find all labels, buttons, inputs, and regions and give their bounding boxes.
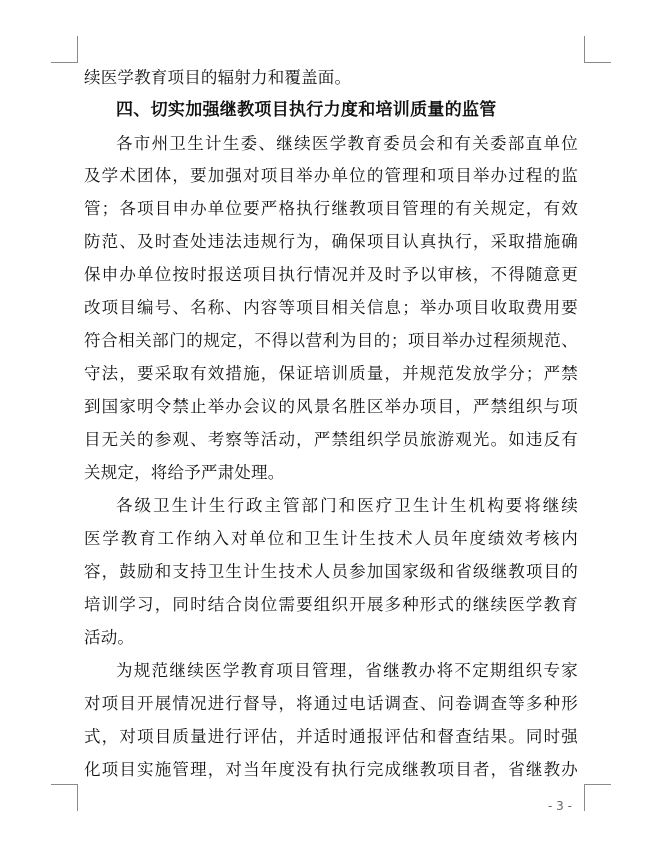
crop-mark-top-left (51, 36, 78, 63)
paragraph-line: 防范、及时查处违法违规行为，确保项目认真执行，采取措施确 (84, 232, 578, 251)
paragraph-line: 为规范继续医学教育项目管理，省继教办将不定期组织专家 (116, 661, 578, 680)
paragraph-line: 各级卫生计生行政主管部门和医疗卫生计生机构要将继续 (116, 496, 578, 515)
crop-mark-top-right (584, 36, 611, 63)
paragraph-line: 管；各项目申办单位要严格执行继教项目管理的有关规定，有效 (84, 199, 578, 218)
paragraph-line: 守法，要采取有效措施，保证培训质量，并规范发放学分；严禁 (84, 364, 578, 383)
paragraph-line: 对项目开展情况进行督导，将通过电话调查、问卷调查等多种形 (84, 694, 578, 713)
paragraph-line: 及学术团体，要加强对项目举办单位的管理和项目举办过程的监 (84, 166, 578, 185)
paragraph-line: 保申办单位按时报送项目执行情况并及时予以审核，不得随意更 (84, 265, 578, 284)
paragraph-line: 各市州卫生计生委、继续医学教育委员会和有关委部直单位 (116, 134, 578, 153)
paragraph-line: 续医学教育项目的辐射力和覆盖面。 (84, 68, 352, 87)
section-heading: 四、切实加强继教项目执行力度和培训质量的监管 (116, 100, 497, 120)
paragraph-line: 医学教育工作纳入对单位和卫生计生技术人员年度绩效考核内 (84, 529, 578, 548)
crop-mark-bottom-right (584, 784, 611, 811)
paragraph-line: 容，鼓励和支持卫生计生技术人员参加国家级和省级继教项目的 (84, 562, 578, 581)
paragraph-line: 到国家明令禁止举办会议的风景名胜区举办项目，严禁组织与项 (84, 397, 578, 416)
paragraph-line: 式，对项目质量进行评估，并适时通报评估和督查结果。同时强 (84, 727, 578, 746)
paragraph-line: 改项目编号、名称、内容等项目相关信息；举办项目收取费用要 (84, 298, 578, 317)
paragraph-line: 符合相关部门的规定，不得以营利为目的；项目举办过程须规范、 (84, 331, 578, 350)
crop-mark-bottom-left (51, 784, 78, 811)
paragraph-line: 目无关的参观、考察等活动，严禁组织学员旅游观光。如违反有 (84, 430, 578, 449)
paragraph-line: 培训学习，同时结合岗位需要组织开展多种形式的继续医学教育 (84, 595, 578, 614)
paragraph-line: 化项目实施管理，对当年度没有执行完成继教项目者，省继教办 (84, 760, 578, 779)
page-number: - 3 - (548, 799, 572, 813)
paragraph-line: 关规定，将给予严肃处理。 (84, 463, 285, 482)
paragraph-line: 活动。 (84, 628, 135, 647)
